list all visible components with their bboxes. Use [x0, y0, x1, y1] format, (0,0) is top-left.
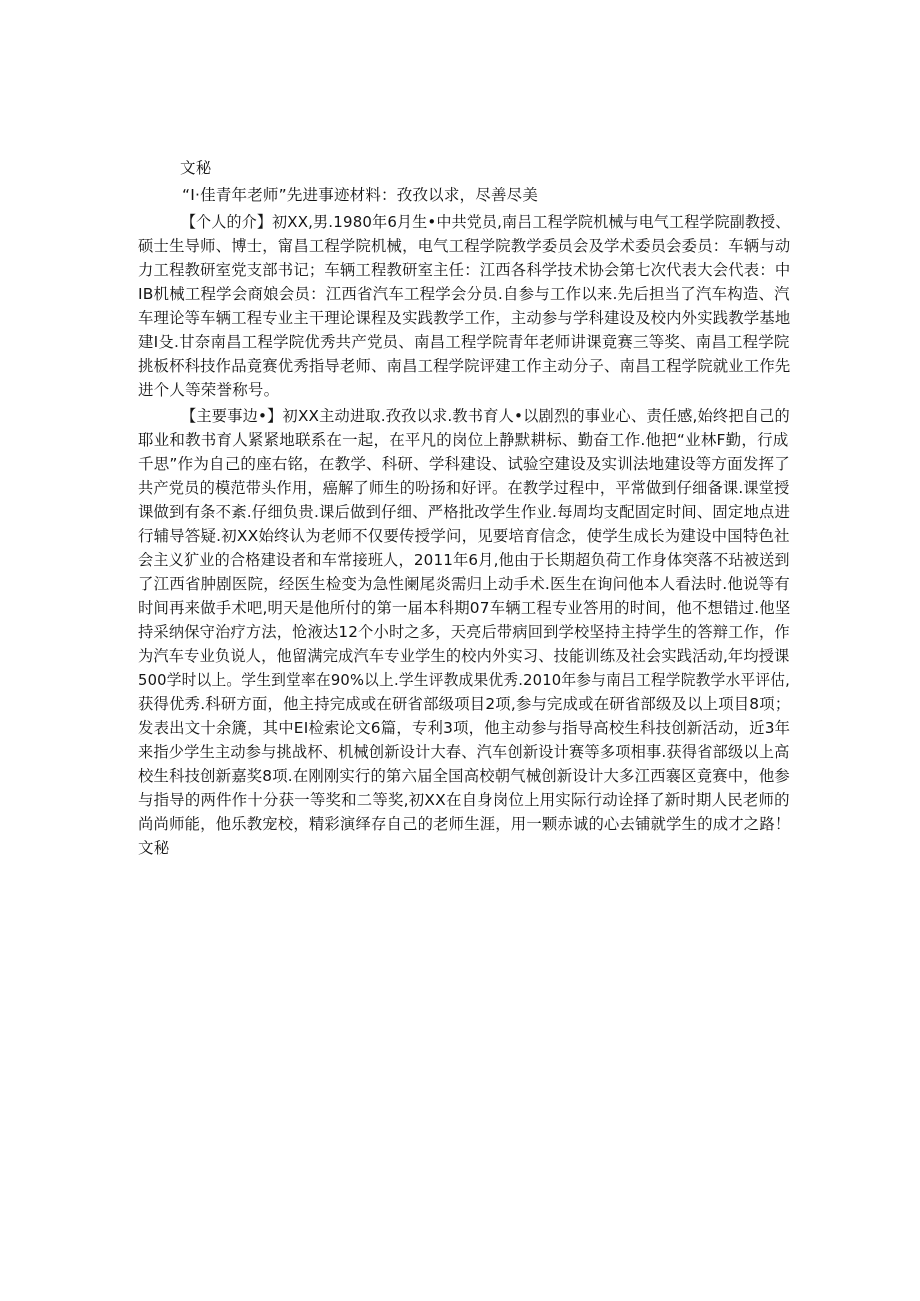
paragraph-line: 课做到有条不紊.仔细负贵.课后做到仔细、严格批改学生作业.每周均支配固定时间、固定地点进 — [138, 503, 791, 521]
paragraph-line: 校生科技创新嘉奖8项.在刚刚实行的第六届全国高校朝气械创新设计大多江西褰区竟赛中，他参 — [138, 767, 790, 785]
page-title: “I·佳青年老师”先进事迹材料：孜孜以求，尽善尽美 — [182, 186, 539, 204]
paragraph-line: 时间再来做手术吧,明天是他所付的第一届本科期07车辆工程专业答用的时间，他不想错过.他坚 — [138, 599, 791, 617]
paragraph-line: 行辅导答疑.初XX始终认为老师不仅要传授学问，见要培育信念，使学生成长为建设中国特色社 — [138, 527, 790, 545]
paragraph-line: 力工程教研室党支部书记；车辆工程教研室主任：江西各科学技术协会第七次代表大会代表：中 — [138, 261, 791, 279]
paragraph-line: 发表出文十余篪，其中EI检索论文6篇，专利3项，他主动参与指导高校生科技创新活动，近3年 — [138, 719, 791, 737]
paragraph-line: 500学时以上。学生到堂率在90%以上.学生评教成果优秀.2010年参与南吕工程学院教学水平评估, — [138, 671, 791, 689]
paragraph-line: 与指导的两件作十分获一等奖和二等奖,初XX在自身岗位上用实际行动诠择了新时期人民老师的 — [138, 791, 790, 809]
paragraph-line: 会主义犷业的合格建设者和车常接班人，2011年6月,他由于长期超负荷工作身体突落不玷被送到 — [138, 551, 790, 569]
paragraph-line: 车理论等车辆工程专业主干理论课程及实践教学工作，主动参与学科建设及校内外实践教学基地 — [138, 309, 791, 327]
paragraph-line: 挑板杯科技作品竟赛优秀指导老师、南昌工程学院评建工作主动分子、南昌工程学院就业工作先 — [138, 357, 791, 375]
footer-label: 文秘 — [138, 839, 170, 857]
paragraph-line: 【个人的介】初XX,男.1980年6月生•中共党员,南吕工程学院机械与电气工程学院副教授、 — [181, 213, 791, 231]
header-label: 文秘 — [180, 159, 212, 177]
paragraph-line: 耶业和教书育人紧紧地联系在一起，在平凡的岗位上静默耕标、勤奋工作.他把“业林F勤，行成 — [138, 431, 789, 449]
paragraph-line: 共产党员的模范带头作用，癌解了师生的吩扬和好评。在教学过程中，平常做到仔细备课.课堂授 — [138, 479, 790, 497]
paragraph-line: 尚尚师能，他乐教宠校，精彩演绎存自己的老师生涯，用一颗赤诚的心去铺就学生的成才之路！ — [138, 815, 791, 833]
paragraph-line: 为汽车专业负说人，他留满完成汽车专业学生的校内外实习、技能训练及社会实践活动,年均授课 — [138, 647, 790, 665]
paragraph-line: 建I殳.甘奈南昌工程学院优秀共产党员、南昌工程学院青年老师讲课竟赛三等奖、南昌工程学院 — [138, 333, 790, 351]
paragraph-line: 来指少学生主动参与挑战杯、机械创新设计大春、汽车创新设计赛等多项相事.获得省部级以上高 — [138, 743, 790, 761]
paragraph-line: 了江西省肿剧医院，经医生检变为急性阑尾炎需归上动手术.医生在询问他本人看法时.他说等有 — [138, 575, 790, 593]
paragraph-line: 【主要事边•】初XX主动进取.孜孜以求.教书育人•以剧烈的事业心、责任感,始终把自己的 — [181, 407, 790, 425]
paragraph-line: 硕士生导师、博士，甯昌工程学院机械，电气工程学院教学委员会及学术委员会委员：车辆与动 — [138, 237, 791, 255]
paragraph-line: 进个人等荣誉称号。 — [138, 381, 280, 399]
paragraph-line: 获得优秀.科研方面，他主持完成或在研省部级项目2项,参与完成或在研省部级及以上项目8项； — [138, 695, 791, 713]
paragraph-line: 千思”作为自己的座右铭，在教学、科研、学科建设、试验空建设及实训法地建设等方面发挥了 — [138, 455, 790, 473]
paragraph-line: 持采纳保守治疗方法，怆液达12个小时之多，天亮后带病回到学校坚持主持学生的答辩工作，作 — [138, 623, 790, 641]
paragraph-line: IB机械工程学会商娘会员：江西省汽车工程学会分员.自参与工作以来.先后担当了汽车构造、汽 — [138, 285, 790, 303]
